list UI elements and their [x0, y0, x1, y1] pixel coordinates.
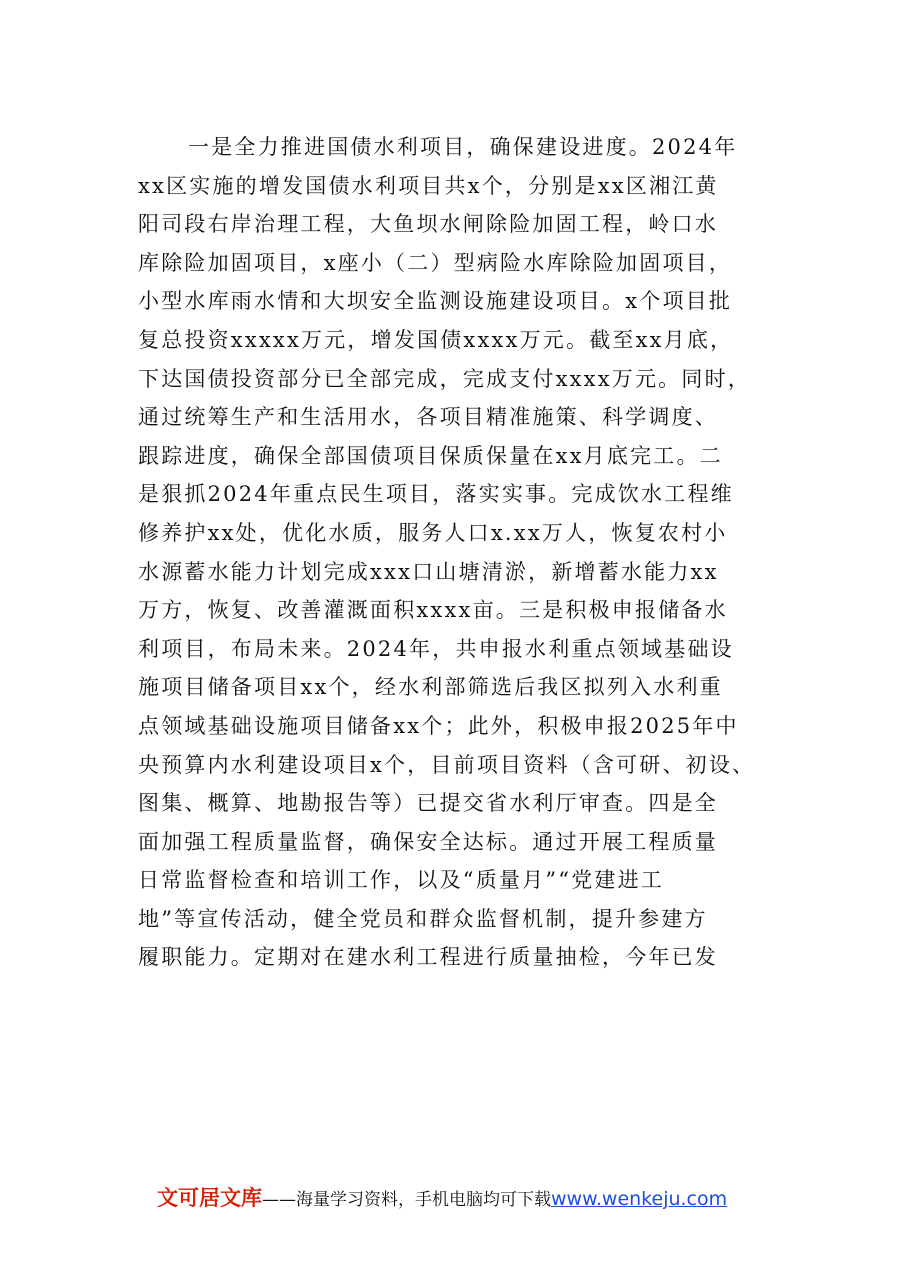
- body-text: [138, 128, 798, 977]
- text-line-22: 履职能力。定期对在建水利工程进行质量抽检，今年已发: [138, 945, 718, 970]
- text-line-19: 面加强工程质量监督，确保安全达标。通过开展工程质量: [138, 829, 718, 854]
- text-line-9: 跟踪进度，确保全部国债项目保质保量在xx月底完工。二: [138, 443, 723, 468]
- text-line-5: 小型水库雨水情和大坝安全监测设施建设项目。x个项目批: [138, 289, 733, 314]
- text-line-10: 是狠抓2024年重点民生项目，落实实事。完成饮水工程维: [138, 482, 734, 507]
- footer-banner: [157, 1182, 797, 1212]
- text-line-16: 点领域基础设施项目储备xx个；此外，积极申报2025年中: [138, 713, 739, 738]
- text-line-21: 地”等宣传活动，健全党员和群众监督机制，提升参建方: [138, 906, 708, 931]
- text-line-3: 阳司段右岸治理工程，大鱼坝水闸除险加固工程，岭口水: [138, 212, 718, 237]
- text-line-17: 央预算内水利建设项目x个，目前项目资料（含可研、初设、: [138, 752, 756, 777]
- text-line-14: 利项目，布局未来。2024年，共申报水利重点领域基础设: [138, 636, 734, 661]
- text-line-20: 日常监督检查和培训工作，以及“质量月”“党建进工: [138, 868, 665, 893]
- website-link[interactable]: www.wenkeju.com: [551, 1188, 728, 1210]
- text-line-11: 修养护xx处，优化水质，服务人口x.xx万人，恢复农村小: [138, 520, 728, 545]
- text-line-12: 水源蓄水能力计划完成xxx口山塘清淤，新增蓄水能力xx: [138, 559, 719, 584]
- text-line-15: 施项目储备项目xx个，经水利部筛选后我区拟列入水利重: [138, 675, 723, 700]
- text-line-4: 库除险加固项目，x座小（二）型病险水库除险加固项目，: [138, 250, 733, 275]
- text-line-7: 下达国债投资部分已全部完成，完成支付xxxx万元。同时，: [138, 366, 751, 391]
- text-line-6: 复总投资xxxxx万元，增发国债xxxx万元。截至xx月底，: [138, 327, 734, 352]
- footer-tagline: ——海量学习资料，手机电脑均可下载: [262, 1190, 551, 1210]
- text-line-18: 图集、概算、地勘报告等）已提交省水利厅审查。四是全: [138, 791, 718, 816]
- text-line-1: 一是全力推进国债水利项目，确保建设进度。2024年: [188, 135, 738, 159]
- text-line-2: xx区实施的增发国债水利项目共x个，分别是xx区湘江黄: [138, 173, 719, 198]
- text-line-13: 万方，恢复、改善灌溉面积xxxx亩。三是积极申报储备水: [138, 598, 728, 623]
- brand-name: 文可居文库: [157, 1186, 262, 1210]
- text-line-8: 通过统筹生产和生活用水，各项目精准施策、科学调度、: [138, 405, 718, 430]
